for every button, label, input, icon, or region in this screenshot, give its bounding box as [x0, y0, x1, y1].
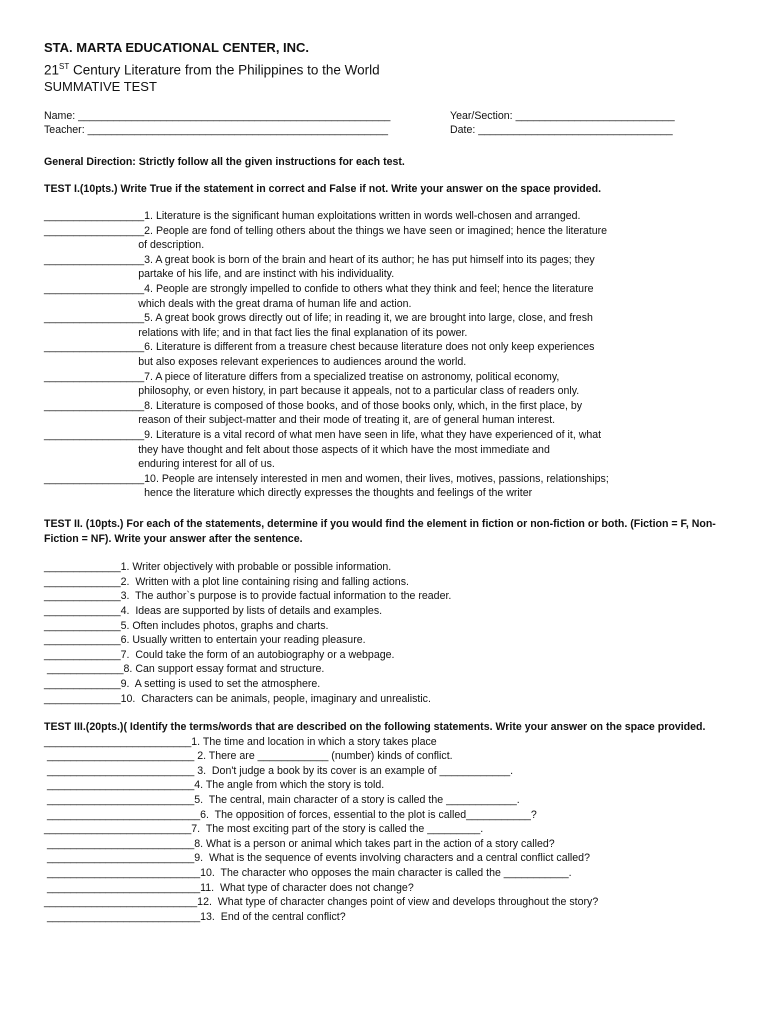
test2-item: _____________6. Usually written to entertain your reading pleasure.: [44, 634, 366, 647]
test1-item-continuation: which deals with the great drama of human life and action.: [44, 297, 412, 310]
test1-item: [44, 282, 734, 311]
test3-item: __________________________13. End of the central conflict?: [44, 910, 346, 923]
test1-item-continuation: reason of their subject-matter and their mode of treating it, are of general human interest.: [44, 414, 556, 427]
name-row: [44, 109, 734, 123]
test3-item: _________________________1. The time and location in which a story takes place: [44, 735, 437, 748]
date-field[interactable]: Date: _________________________________: [450, 123, 673, 136]
test1-item-line: _________________10. People are intensely interested in men and women, their lives, motives, passions, relationships;: [44, 472, 609, 485]
test3-item: __________________________6. The opposition of forces, essential to the plot is called___________?: [44, 808, 537, 821]
test1-item: [44, 340, 734, 369]
test1-item: [44, 370, 734, 399]
test3-item: _________________________8. What is a person or animal which takes part in the action of a story called?: [44, 837, 555, 850]
subject-title: [44, 58, 734, 79]
test1-item-line: _________________3. A great book is born of the brain and heart of its author; he has put himself into its pages; they: [44, 253, 595, 266]
test2-item: _____________4. Ideas are supported by lists of details and examples.: [44, 604, 383, 617]
test2-item: _____________10. Characters can be animals, people, imaginary and unrealistic.: [44, 692, 431, 705]
test3-item: __________________________12. What type of character changes point of view and develops throughout the story?: [44, 896, 599, 909]
name-field[interactable]: Name: _____________________________________________________: [44, 109, 391, 122]
test1-item-line: _________________7. A piece of literature differs from a specialized treatise on astronomy, political economy,: [44, 370, 560, 383]
test2-item: _____________2. Written with a plot line containing rising and falling actions.: [44, 575, 409, 588]
subject-prefix: 21: [44, 62, 60, 78]
test1-item: [44, 209, 734, 224]
test1-heading: TEST I.(10pts.) Write True if the statement in correct and False if not. Write your answer on the space provided.: [44, 182, 602, 195]
test2-heading: TEST II. (10pts.) For each of the statements, determine if you would find the element in fiction or non-fiction or both. (Fiction = F, Non-Fiction = NF). Write your answer after the sentence.: [44, 517, 716, 545]
test1-item: [44, 399, 734, 428]
test3-item: _________________________5. The central, main character of a story is called the ____________.: [44, 794, 520, 807]
test1-items: [44, 209, 734, 501]
test1-item-continuation: partake of his life, and are instinct with his individuality.: [44, 268, 395, 281]
test1-item-line: _________________8. Literature is composed of those books, and of those books only, which, in the first place, by: [44, 399, 583, 412]
test1-item-continuation: relations with life; and in that fact lies the final explanation of its power.: [44, 326, 468, 339]
test1-item-line: _________________1. Literature is the significant human exploitations written in words well-chosen and arranged.: [44, 210, 581, 223]
test1-item-line: _________________2. People are fond of telling others about the things we have seen or imagined; hence the literature: [44, 224, 608, 237]
test-title: SUMMATIVE TEST: [44, 78, 157, 94]
test1-item-continuation: philosophy, or even history, in part because it appeals, not to a particular class of readers only.: [44, 385, 580, 398]
test3-item: _________________________ 3. Don't judge a book by its cover is an example of ____________.: [44, 764, 514, 777]
test1-item-line: _________________9. Literature is a vital record of what men have seen in life, what they have experienced of it, what: [44, 429, 602, 441]
year-section-field[interactable]: Year/Section: ___________________________: [450, 109, 675, 122]
test3-item: __________________________11. What type of character does not change?: [44, 881, 414, 894]
test1-item-line: _________________4. People are strongly impelled to confide to others what they think and feel; hence the literature: [44, 283, 594, 296]
school-name: STA. MARTA EDUCATIONAL CENTER, INC.: [44, 40, 310, 55]
test1-item: [44, 428, 734, 472]
test1-item-continuation: but also exposes relevant experiences to audiences around the world.: [44, 356, 467, 369]
general-direction: General Direction: Strictly follow all the given instructions for each test.: [44, 155, 405, 168]
test2-items: [44, 560, 734, 706]
teacher-field[interactable]: Teacher: ___________________________________________________: [44, 123, 389, 136]
test3-item: __________________________10. The character who opposes the main character is called the ___________.: [44, 867, 572, 880]
test3-items: [44, 735, 734, 925]
test1-item: [44, 224, 734, 253]
test3-item: _________________________9. What is the sequence of events involving characters and a central conflict called?: [44, 852, 590, 865]
subject-superscript: ST: [59, 62, 70, 71]
test1-item: [44, 253, 734, 282]
student-info: [44, 109, 734, 137]
test3-item: _________________________4. The angle from which the story is told.: [44, 779, 385, 792]
test2-item: _____________7. Could take the form of an autobiography or a webpage.: [44, 648, 395, 661]
test1-item: [44, 472, 734, 501]
test1-item-continuation: they have thought and felt about those aspects of it which have the most immediate and enduring interest for all of us.: [138, 443, 550, 471]
test1-item: [44, 311, 734, 340]
test1-item-continuation: hence the literature which directly expresses the thoughts and feelings of the writer: [44, 487, 533, 500]
test3-heading: TEST III.(20pts.)( Identify the terms/words that are described on the following statements. Write your answer on the space provided.: [44, 721, 706, 734]
test2-item: _____________9. A setting is used to set the atmosphere.: [44, 677, 321, 690]
test1-item-continuation: of description.: [44, 239, 205, 252]
test2-item: _____________1. Writer objectively with probable or possible information.: [44, 561, 392, 574]
test2-item: _____________8. Can support essay format and structure.: [44, 663, 325, 676]
test3-item: _________________________7. The most exciting part of the story is called the _________.: [44, 823, 484, 836]
test3-item: _________________________ 2. There are ____________ (number) kinds of conflict.: [44, 750, 453, 763]
teacher-row: [44, 123, 734, 137]
test1-item-line: _________________5. A great book grows directly out of life; in reading it, we are brought into large, close, and fresh: [44, 312, 593, 325]
subject-rest: Century Literature from the Philippines to the World: [69, 62, 380, 78]
test2-item: _____________3. The author`s purpose is to provide factual information to the reader.: [44, 590, 452, 603]
exam-page: [44, 40, 734, 924]
test2-item: _____________5. Often includes photos, graphs and charts.: [44, 619, 329, 632]
test1-item-line: _________________6. Literature is different from a treasure chest because literature does not only keep experiences: [44, 341, 595, 354]
